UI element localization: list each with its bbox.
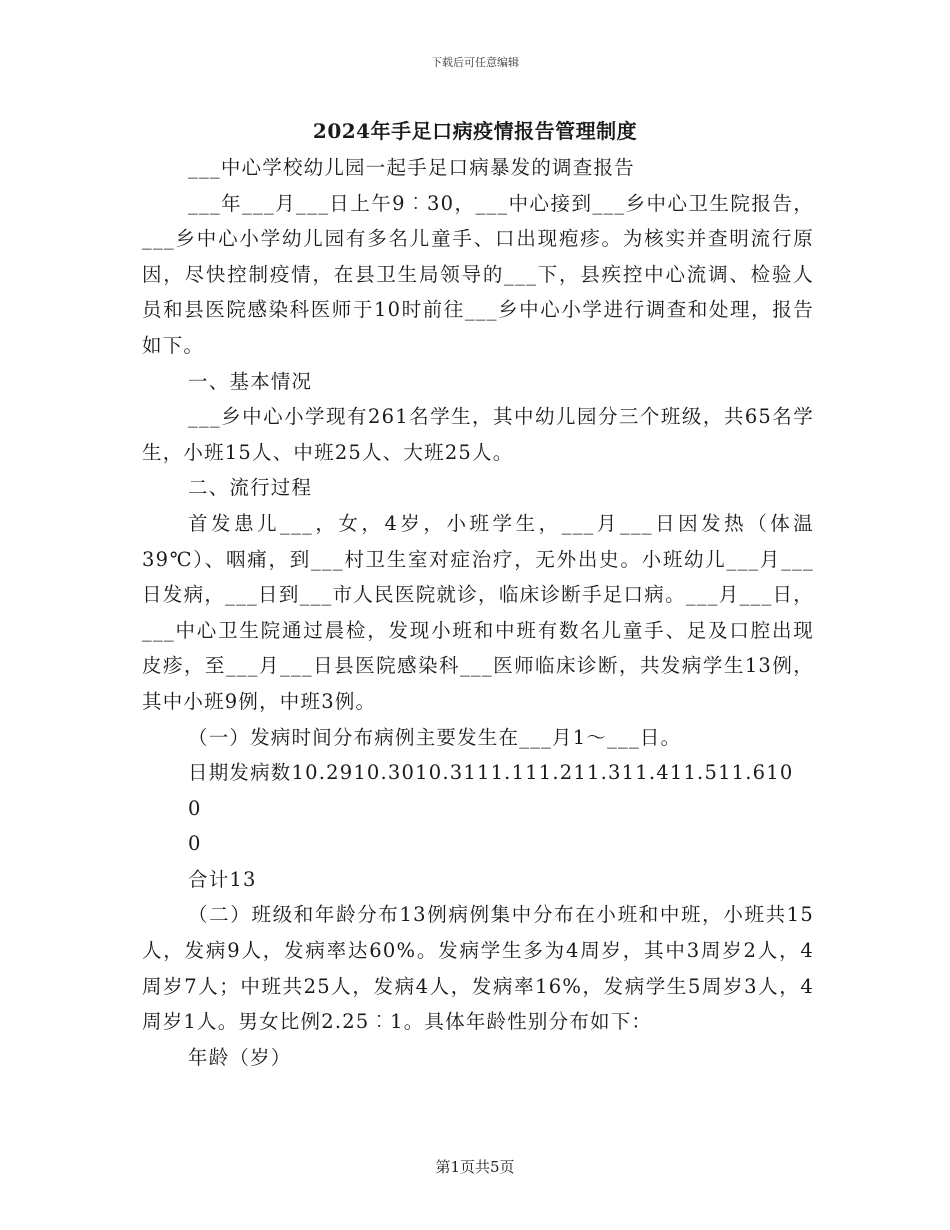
report-subtitle: ___中心学校幼儿园一起手足口病暴发的调查报告 bbox=[188, 156, 635, 179]
paragraph-basic: ___乡中心小学现有261名学生，其中幼儿园分三个班级，共65名学生，小班15人、中班25人、大班25人。 bbox=[142, 405, 814, 464]
page-header-note: 下载后可任意编辑 bbox=[431, 56, 519, 69]
table-row-dates: 日期发病数10.2910.3010.3111.111.211.311.411.511.610 bbox=[188, 761, 794, 785]
document-title: 2024年手足口病疫情报告管理制度 bbox=[312, 119, 638, 143]
table-row-zero-1: 0 bbox=[188, 796, 202, 820]
table-row-zero-2: 0 bbox=[188, 832, 202, 856]
paragraph-intro: ___年___月___日上午9︰30，___中心接到___乡中心卫生院报告，___乡中心小学幼儿园有多名儿童手、口出现疱疹。为核实并查明流行原因，尽快控制疫情，在县卫生局领导的___下，县疾控中心流调、检验人员和县医院感染科医师于10时前往___乡中心小学进行调查和处理，报告如下。 bbox=[142, 191, 814, 357]
age-label: 年龄（岁） bbox=[188, 1045, 292, 1069]
section-heading-process: 二、流行过程 bbox=[188, 476, 313, 500]
paragraph-process: 首发患儿___，女，4岁，小班学生，___月___日因发热（体温39℃）、咽痛，到___村卫生室对症治疗，无外出史。小班幼儿___月___日发病，___日到___市人民医院就诊，临床诊断手足口病。___月___日，___中心卫生院通过晨检，发现小班和中班有数名儿童手、足及口腔出现皮疹，至___月___日县医院感染科___医师临床诊断，共发病学生13例，其中小班9例，中班3例。 bbox=[142, 511, 814, 713]
subsection-class-age: （二）班级和年龄分布13例病例集中分布在小班和中班，小班共15人，发病9人，发病率达60%。发病学生多为4周岁，其中3周岁2人，4周岁7人；中班共25人，发病4人，发病率16%，发病学生5周岁3人，4周岁1人。男女比例2.25︰1。具体年龄性别分布如下： bbox=[142, 903, 814, 1034]
page-footer: 第1页共5页 bbox=[435, 1158, 515, 1176]
subsection-time: （一）发病时间分布病例主要发生在___月1～___日。 bbox=[188, 725, 682, 749]
document-body bbox=[142, 150, 814, 1075]
section-heading-basic: 一、基本情况 bbox=[188, 369, 313, 393]
table-row-total: 合计13 bbox=[188, 867, 257, 891]
